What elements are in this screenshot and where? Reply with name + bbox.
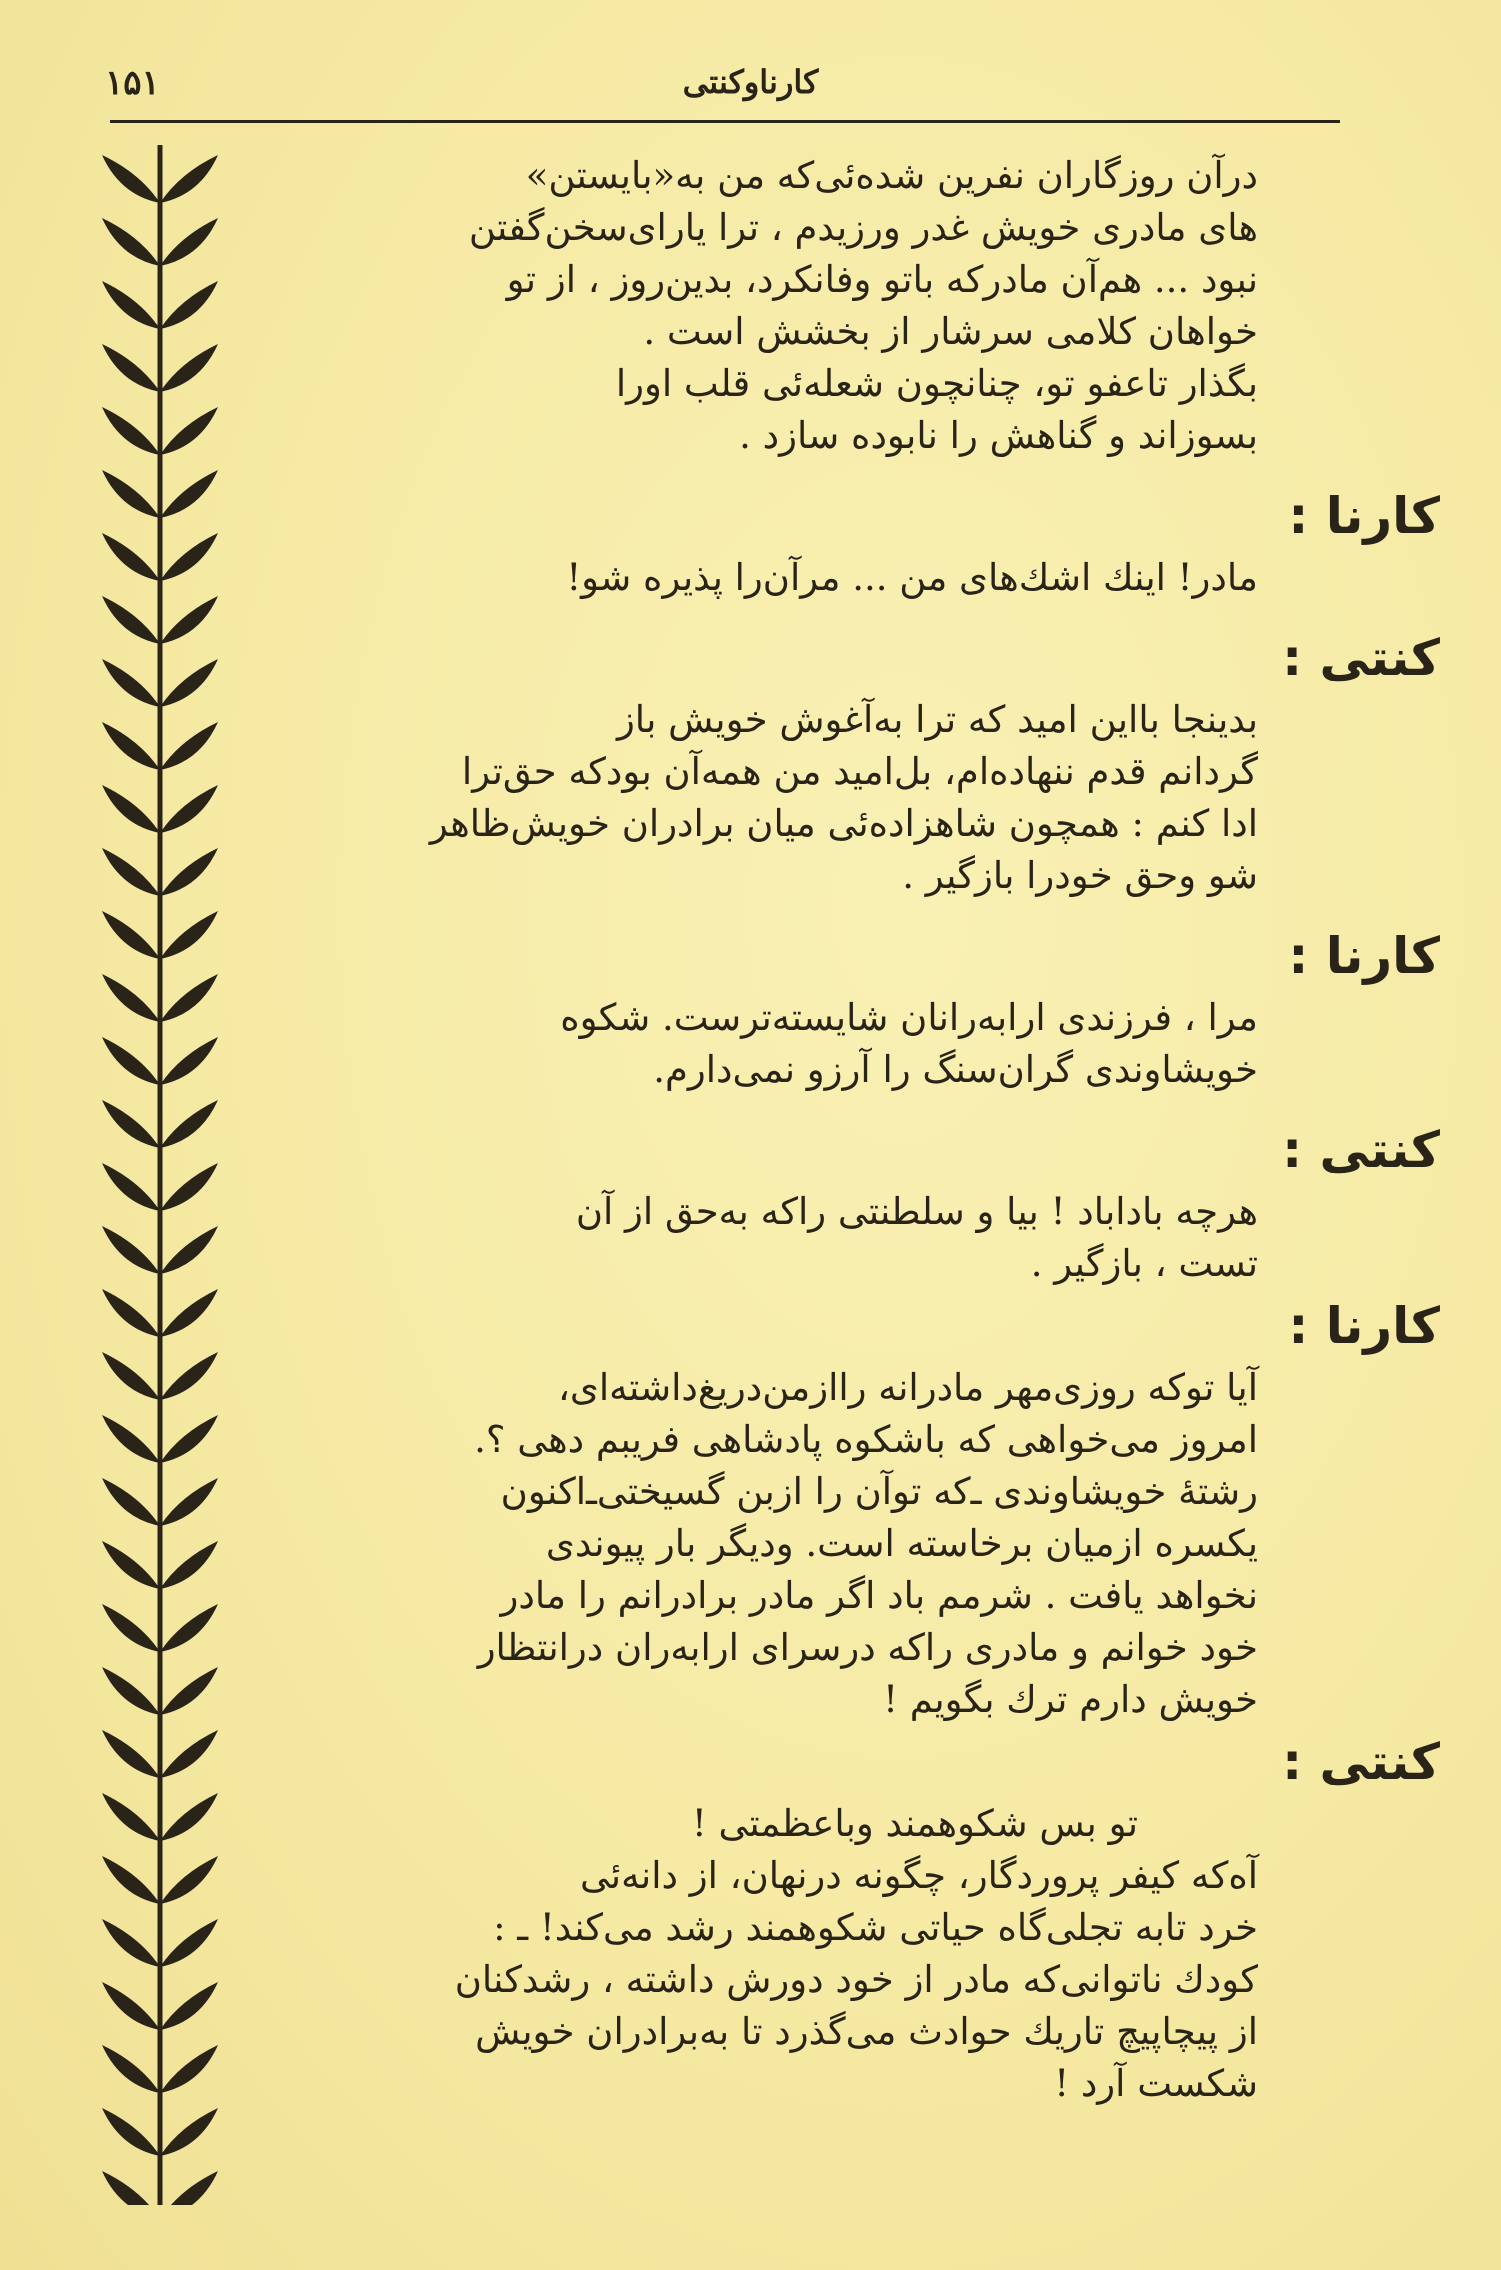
text-line: خویش دارم ترك بگویم !: [883, 1678, 1258, 1721]
text-line: ادا کنم : همچون شاهزاده‌ئی میان برادران خویش‌ظاهر: [429, 802, 1258, 845]
running-title: کارناوکنتی: [682, 63, 819, 101]
paragraph-1: [230, 150, 1320, 358]
text-line: از پیچاپیچ تاریك حوادث می‌گذرد تا به‌برادران خویش: [475, 2010, 1258, 2053]
text-line: بسوزاند و گناهش را نابوده سازد .: [739, 414, 1258, 457]
vine-leaf-icon: [102, 1163, 160, 1211]
vine-leaf-icon: [160, 1100, 218, 1148]
speaker-label: کارنا :: [1288, 927, 1440, 985]
vine-leaf-icon: [160, 1415, 218, 1463]
text-line: بگذار تاعفو تو، چنانچون شعله‌ئی قلب اورا: [615, 362, 1258, 405]
speaker-label: کارنا :: [1288, 1297, 1440, 1355]
text-line: نبود ... هم‌آن مادرکه باتو وفانکرد، بدین‌روز ، از تو: [506, 258, 1258, 301]
vine-leaf-icon: [160, 1856, 218, 1904]
vine-leaf-icon: [160, 1604, 218, 1652]
header-rule: [110, 120, 1340, 123]
vine-leaf-icon: [160, 596, 218, 644]
vine-leaf-icon: [160, 1982, 218, 2030]
vine-leaf-icon: [160, 1919, 218, 1967]
vine-leaf-icon: [102, 848, 160, 896]
vine-leaf-icon: [102, 533, 160, 581]
text-line: خرد تابه تجلی‌گاه حیاتی شکوهمند رشد می‌کند! ـ :: [493, 1906, 1258, 1949]
vine-leaf-icon: [102, 1730, 160, 1778]
vine-leaf-icon: [102, 1856, 160, 1904]
vine-leaf-icon: [102, 1667, 160, 1715]
text-line: بدینجا بااین امید که ترا به‌آغوش خویش باز: [616, 698, 1258, 741]
text-line: نخواهد یافت . شرمم باد اگر مادر برادرانم را مادر: [500, 1574, 1258, 1617]
vine-leaf-icon: [102, 281, 160, 329]
vine-leaf-icon: [102, 911, 160, 959]
text-line: مادر! اینك اشك‌های من ... مرآن‌را پذیره شو!: [566, 556, 1258, 599]
vine-leaf-icon: [102, 1352, 160, 1400]
text-line: کودك ناتوانی‌که مادر از خود دورش داشته ، رشدکنان: [454, 1958, 1258, 2001]
vine-leaf-icon: [102, 2171, 160, 2205]
vine-leaf-icon: [160, 785, 218, 833]
vine-leaf-icon: [102, 470, 160, 518]
text-line: خواهان کلامی سرشار از بخشش است .: [643, 310, 1258, 353]
vine-leaf-icon: [160, 974, 218, 1022]
vine-leaf-icon: [102, 2108, 160, 2156]
vine-leaf-icon: [102, 974, 160, 1022]
vine-leaf-icon: [160, 1226, 218, 1274]
text-line: آیا توکه روزی‌مهر مادرانه رااز‌من‌دریغ‌داشته‌ای،: [557, 1366, 1258, 1409]
paragraph-8: [230, 1798, 1320, 2110]
vine-leaf-icon: [160, 1667, 218, 1715]
page-body: [230, 150, 1440, 2110]
text-line: امروز می‌خواهی که باشکوه پادشاهی فریبم دهی ؟.: [474, 1418, 1258, 1461]
paragraph-2: [230, 358, 1320, 462]
paragraph-3: [230, 552, 1320, 604]
vine-leaf-icon: [160, 344, 218, 392]
speaker-label: کنتی :: [1282, 1121, 1440, 1179]
text-line: یکسره ازمیان برخاسته است. ودیگر بار پیوندی: [545, 1522, 1258, 1565]
vine-leaf-icon: [102, 218, 160, 266]
vine-leaf-icon: [102, 1478, 160, 1526]
vine-leaf-icon: [160, 470, 218, 518]
paragraph-5: [230, 992, 1320, 1096]
vine-leaf-icon: [160, 1163, 218, 1211]
text-line: شو وحق خودرا بازگیر .: [902, 854, 1258, 897]
text-line: تست ، بازگیر .: [1030, 1242, 1258, 1285]
text-line: مرا ، فرزندی ارابه‌رانان شایسته‌ترست. شکوه: [560, 996, 1258, 1039]
vine-leaf-icon: [160, 1289, 218, 1337]
vine-leaf-icon: [160, 533, 218, 581]
speaker-label: کنتی :: [1282, 629, 1440, 687]
text-line: گردانم قدم ننهاده‌ام، بل‌امید من همه‌آن بودکه حق‌ترا: [461, 750, 1258, 793]
vine-leaf-icon: [102, 722, 160, 770]
vine-leaf-icon: [160, 407, 218, 455]
vine-leaf-icon: [160, 1730, 218, 1778]
text-line: شکست آرد !: [1054, 2062, 1258, 2105]
paragraph-7: [230, 1362, 1320, 1726]
vine-leaf-icon: [160, 1541, 218, 1589]
text-line: های مادری خویش غدر ورزیدم ، ترا یارای‌سخن‌گفتن: [468, 206, 1258, 249]
vine-leaf-icon: [102, 1037, 160, 1085]
vine-leaf-icon: [160, 722, 218, 770]
text-line: آه‌که کیفر پروردگار، چگونه درنهان، از دانه‌ئی: [579, 1854, 1258, 1897]
vine-leaf-icon: [102, 155, 160, 203]
vine-leaf-icon: [102, 407, 160, 455]
vine-leaf-icon: [102, 1289, 160, 1337]
vine-leaf-icon: [160, 659, 218, 707]
vine-leaf-icon: [102, 659, 160, 707]
vine-leaf-icon: [160, 848, 218, 896]
vine-leaf-icon: [160, 1352, 218, 1400]
text-line: رشتهٔ خویشاوندی ـ‌که توآن را ازبن گسیختی‌ـ‌اکنون: [500, 1470, 1258, 1513]
vine-leaf-icon: [160, 281, 218, 329]
text-line: خویشاوندی گران‌سنگ را آرزو نمی‌دارم.: [653, 1048, 1258, 1091]
vine-leaf-icon: [102, 1793, 160, 1841]
vine-leaf-icon: [160, 2171, 218, 2205]
vine-leaf-icon: [160, 1037, 218, 1085]
vine-leaf-icon: [102, 344, 160, 392]
vine-leaf-icon: [102, 1604, 160, 1652]
speaker-label: کارنا :: [1288, 487, 1440, 545]
vine-leaf-icon: [160, 2045, 218, 2093]
text-line: خود خوانم و مادری راکه درسرای ارابه‌ران درانتظار: [477, 1626, 1258, 1669]
page-number: ۱۵۱: [105, 63, 160, 103]
vine-leaf-icon: [160, 218, 218, 266]
vine-leaf-icon: [102, 1919, 160, 1967]
vine-leaf-icon: [102, 1226, 160, 1274]
paragraph-6: [230, 1186, 1320, 1290]
vine-leaf-icon: [160, 911, 218, 959]
vine-leaf-icon: [160, 155, 218, 203]
vine-leaf-icon: [102, 596, 160, 644]
speaker-label: کنتی :: [1282, 1733, 1440, 1791]
vine-leaf-icon: [102, 1415, 160, 1463]
vine-leaf-icon: [160, 1478, 218, 1526]
vine-leaf-icon: [102, 1541, 160, 1589]
vine-leaf-icon: [102, 2045, 160, 2093]
page-header: [95, 55, 1406, 115]
text-line: تو بس شکوهمند وباعظمتی !: [691, 1802, 1138, 1845]
vine-leaf-icon: [102, 785, 160, 833]
vine-border-ornament: [95, 145, 225, 2205]
text-line: درآن روزگاران نفرین شده‌ئی‌که من به«بایستن»: [525, 154, 1258, 197]
vine-leaf-icon: [160, 1793, 218, 1841]
vine-leaf-icon: [102, 1100, 160, 1148]
paragraph-4: [230, 694, 1320, 902]
text-line: هرچه باداباد ! بیا و سلطنتی راکه به‌حق از آن: [575, 1190, 1258, 1233]
vine-leaf-icon: [102, 1982, 160, 2030]
vine-leaf-icon: [160, 2108, 218, 2156]
